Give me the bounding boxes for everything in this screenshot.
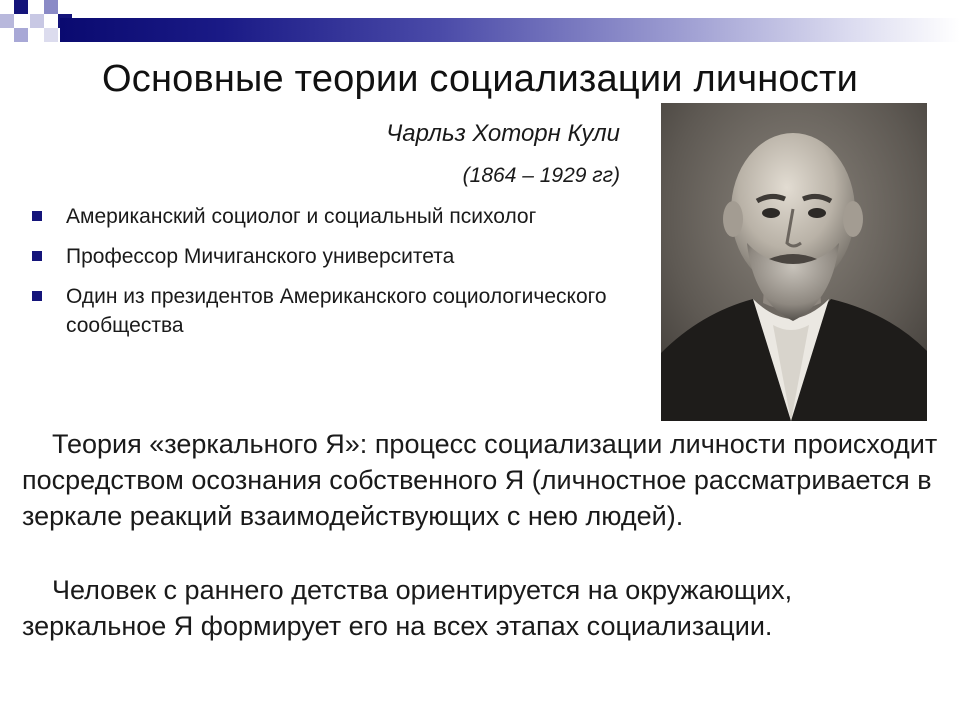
decor-square bbox=[14, 28, 28, 42]
list-item bbox=[30, 282, 630, 340]
bullet-text: Профессор Мичиганского университета bbox=[66, 245, 455, 268]
decor-square bbox=[30, 14, 44, 28]
square-bullet-icon bbox=[32, 211, 42, 221]
list-item bbox=[30, 202, 630, 231]
header-gradient-band bbox=[60, 18, 960, 42]
theory-paragraph: Теория «зеркального Я»: процесс социализации личности происходит посредством осознания собственного Я (личностное рассматривается в зеркале реакций взаимодействующих с нею людей). bbox=[22, 429, 938, 531]
portrait-photo bbox=[661, 103, 927, 421]
bullet-text: Американский социолог и социальный психолог bbox=[66, 205, 537, 228]
decor-square bbox=[14, 0, 28, 14]
list-item bbox=[30, 242, 630, 271]
square-bullet-icon bbox=[32, 291, 42, 301]
bullet-list bbox=[30, 202, 630, 351]
slide-title: Основные теории социализации личности bbox=[101, 58, 858, 100]
decor-square bbox=[44, 0, 58, 14]
summary-paragraph: Человек с раннего детства ориентируется на окружающих, зеркальное Я формирует его на всех этапах социализации. bbox=[22, 575, 793, 641]
decor-square bbox=[0, 14, 14, 28]
bullet-text: Один из президентов Американского социологического сообщества bbox=[66, 285, 607, 337]
decor-square bbox=[44, 28, 58, 42]
person-name: Чарльз Хоторн Кули bbox=[386, 120, 620, 147]
person-years: (1864 – 1929 гг) bbox=[462, 164, 620, 187]
square-bullet-icon bbox=[32, 251, 42, 261]
